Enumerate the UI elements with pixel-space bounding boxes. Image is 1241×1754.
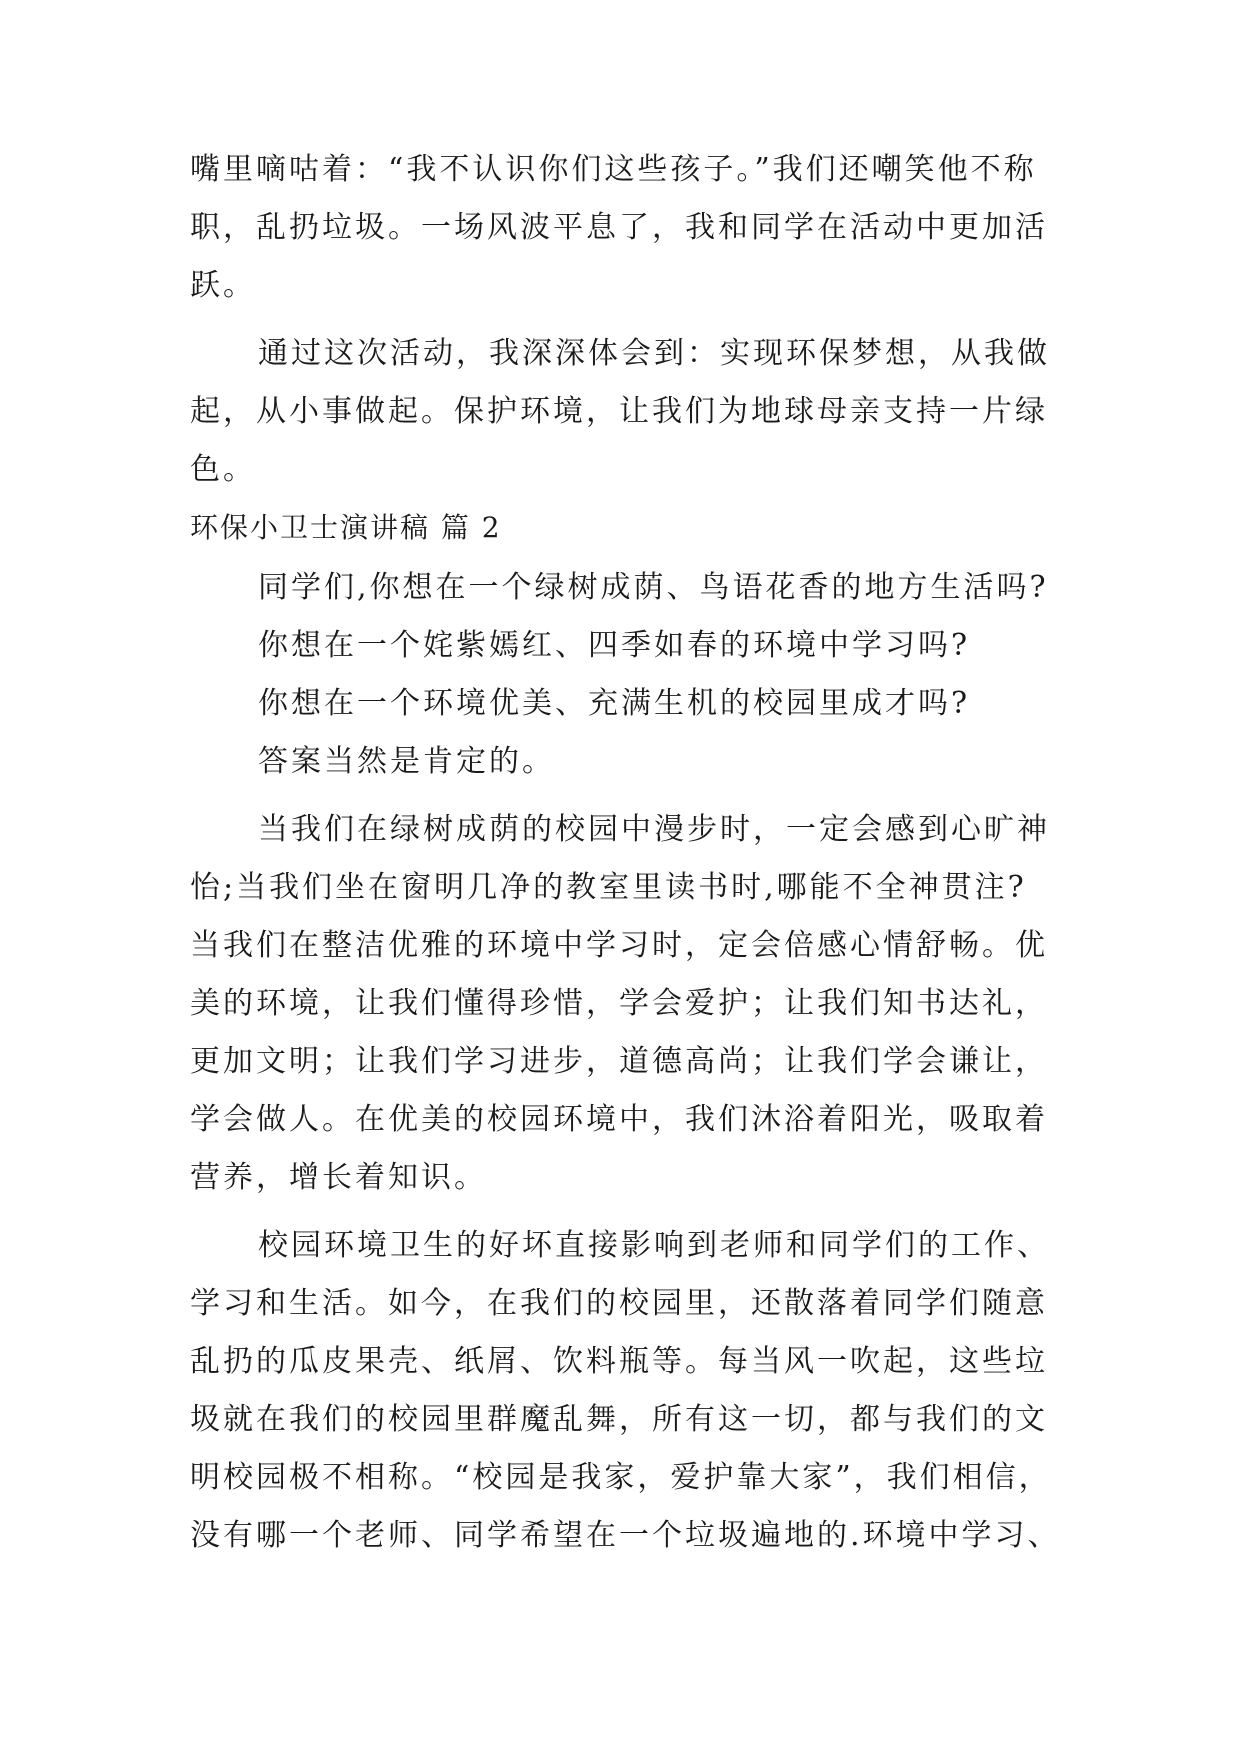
text-line: 当我们在整洁优雅的环境中学习时，定会倍感心情舒畅。优 [190, 928, 1048, 963]
text-line: 嘴里嘀咕着：“我不认识你们这些孩子。”我们还嘲笑他不称 [190, 152, 1037, 187]
text-line: 营养，增长着知识。 [190, 1160, 487, 1195]
text-line: 没有哪一个老师、同学希望在一个垃圾遍地的.环境中学习、 [190, 1518, 1061, 1553]
text-line: 同学们,你想在一个绿树成荫、鸟语花香的地方生活吗? [258, 570, 1049, 605]
text-line: 学会做人。在优美的校园环境中，我们沐浴着阳光，吸取着 [190, 1102, 1048, 1137]
text-line: 怡;当我们坐在窗明几净的教室里读书时,哪能不全神贯注? [190, 870, 1027, 905]
section-heading: 环保小卫士演讲稿 篇 2 [190, 511, 502, 544]
text-line: 通过这次活动，我深深体会到：实现环保梦想，从我做 [258, 336, 1050, 371]
text-line: 学习和生活。如今，在我们的校园里，还散落着同学们随意 [190, 1286, 1048, 1321]
text-line: 色。 [190, 452, 256, 487]
text-line: 更加文明；让我们学习进步，道德高尚；让我们学会谦让， [190, 1044, 1048, 1079]
text-line: 跃。 [190, 268, 256, 303]
text-line: 起，从小事做起。保护环境，让我们为地球母亲支持一片绿 [190, 394, 1048, 429]
text-line: 你想在一个环境优美、充满生机的校园里成才吗? [258, 686, 971, 721]
text-line: 明校园极不相称。“校园是我家，爱护靠大家”，我们相信， [190, 1460, 1052, 1495]
document-body [190, 150, 1070, 1570]
text-line: 你想在一个姹紫嫣红、四季如春的环境中学习吗? [258, 628, 971, 663]
text-line: 校园环境卫生的好坏直接影响到老师和同学们的工作、 [258, 1228, 1050, 1263]
text-line: 圾就在我们的校园里群魔乱舞，所有这一切，都与我们的文 [190, 1402, 1048, 1437]
text-line: 乱扔的瓜皮果壳、纸屑、饮料瓶等。每当风一吹起，这些垃 [190, 1344, 1048, 1379]
text-line: 职，乱扔垃圾。一场风波平息了，我和同学在活动中更加活 [190, 210, 1048, 245]
text-line: 答案当然是肯定的。 [258, 744, 555, 779]
text-line: 美的环境，让我们懂得珍惜，学会爱护；让我们知书达礼， [190, 986, 1048, 1021]
text-line: 当我们在绿树成荫的校园中漫步时，一定会感到心旷神 [258, 812, 1050, 847]
